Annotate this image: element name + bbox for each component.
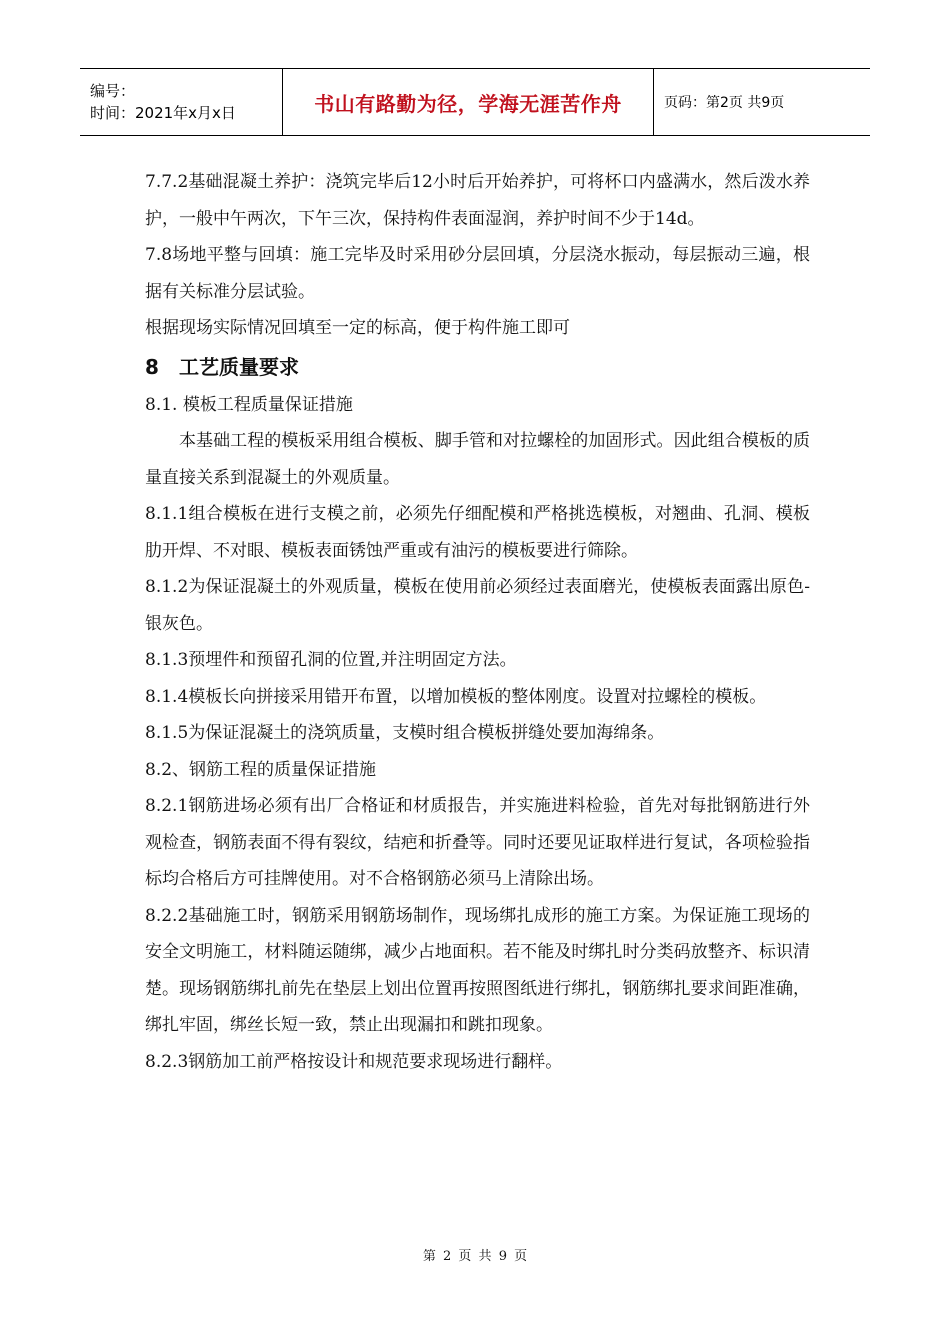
paragraph-8-1-3: 8.1.3预埋件和预留孔洞的位置,并注明固定方法。 bbox=[145, 650, 517, 670]
header-motto-cell bbox=[282, 69, 654, 135]
subheading-8-2: 8.2、钢筋工程的质量保证措施 bbox=[145, 759, 377, 780]
header-number-label: 编号： bbox=[90, 82, 136, 100]
paragraph-8-2-3: 8.2.3钢筋加工前严格按设计和规范要求现场进行翻样。 bbox=[145, 1051, 563, 1072]
section-heading-8 bbox=[145, 347, 810, 387]
header-meta bbox=[80, 69, 282, 135]
paragraph-7-7-2: 7.7.2基础混凝土养护：浇筑完毕后12小时后开始养护，可将杯口内盛满水，然后泼水养护，一般中午两次，下午三次，保持构件表面湿润，养护时间不少于14d。 bbox=[145, 172, 810, 229]
paragraph-8-2-2: 8.2.2基础施工时，钢筋采用钢筋场制作，现场绑扎成形的施工方案。为保证施工现场的安全文明施工，材料随运随绑，减少占地面积。若不能及时绑扎时分类码放整齐、标识清楚。现场钢筋绑扎前先在垫层上划出位置再按照图纸进行绑扎，钢筋绑扎要求间距准确，绑扎牢固，绑丝长短一致，禁止出现漏扣和跳扣现象。 bbox=[145, 905, 810, 1035]
paragraph-8-1-1: 8.1.1组合模板在进行支模之前，必须先仔细配模和严格挑选模板，对翘曲、孔洞、模板肋开焊、不对眼、模板表面锈蚀严重或有油污的模板要进行筛除。 bbox=[145, 504, 810, 561]
page-header bbox=[80, 68, 870, 136]
header-page-info-cell bbox=[654, 69, 870, 135]
header-motto: 书山有路勤为径，学海无涯苦作舟 bbox=[314, 91, 622, 116]
document-body bbox=[145, 164, 810, 1080]
section-number: 8 bbox=[145, 354, 159, 379]
subheading-8-1: 8.1. 模板工程质量保证措施 bbox=[145, 394, 353, 415]
page-footer: 第 2 页 共 9 页 bbox=[422, 1249, 528, 1264]
paragraph-8-1-4: 8.1.4模板长向拼接采用错开布置，以增加模板的整体刚度。设置对拉螺栓的模板。 bbox=[145, 686, 767, 707]
paragraph-8-2-1: 8.2.1钢筋进场必须有出厂合格证和材质报告，并实施进料检验，首先对每批钢筋进行外观检查，钢筋表面不得有裂纹，结疤和折叠等。同时还要见证取样进行复试，各项检验指标均合格后方可挂牌使用。对不合格钢筋必须马上清除出场。 bbox=[145, 796, 810, 889]
paragraph-8-1-2: 8.1.2为保证混凝土的外观质量，模板在使用前必须经过表面磨光，使模板表面露出原色-银灰色。 bbox=[145, 577, 810, 634]
header-time-label: 时间：2021年x月x日 bbox=[90, 104, 236, 122]
paragraph-8-1-5: 8.1.5为保证混凝土的浇筑质量，支模时组合模板拼缝处要加海绵条。 bbox=[145, 723, 665, 743]
header-page-info: 页码：第2页 共9页 bbox=[664, 95, 785, 111]
paragraph-backfill-note: 根据现场实际情况回填至一定的标高，便于构件施工即可 bbox=[145, 318, 570, 338]
paragraph-7-8: 7.8场地平整与回填：施工完毕及时采用砂分层回填，分层浇水振动，每层振动三遍，根据有关标准分层试验。 bbox=[145, 245, 810, 302]
paragraph-formwork-intro: 本基础工程的模板采用组合模板、脚手管和对拉螺栓的加固形式。因此组合模板的质量直接关系到混凝土的外观质量。 bbox=[145, 431, 810, 488]
section-title: 工艺质量要求 bbox=[179, 354, 299, 379]
